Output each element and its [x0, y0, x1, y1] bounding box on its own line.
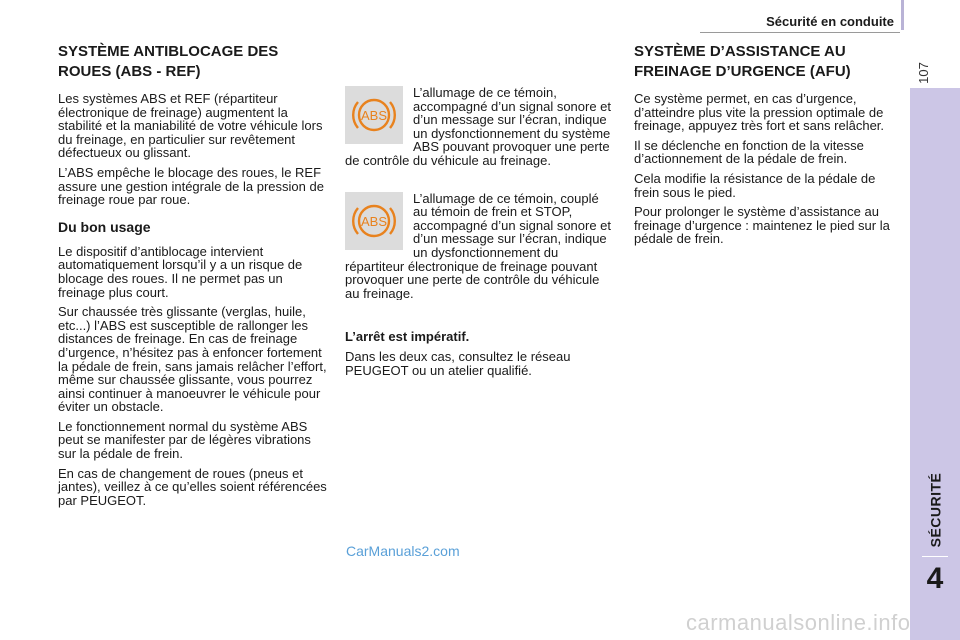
abs-warning-icon-box [345, 86, 403, 144]
chapter-separator [922, 556, 948, 557]
abs-warning-icon [349, 90, 399, 140]
good-use-heading: Du bon usage [58, 218, 151, 235]
watermark-carmanualsonline: carmanualsonline.info [686, 610, 911, 635]
abs-heading: SYSTÈME ANTIBLOCAGE DES ROUES (ABS - REF) [58, 43, 279, 80]
header-rule [700, 32, 900, 33]
chapter-label-text: SÉCURITÉ [927, 472, 944, 548]
afu-paragraph-3: Cela modifie la résistance de la pédale de frein sous le pied. [634, 170, 876, 200]
good-use-paragraph-4: En cas de changement de roues (pneus et jantes), veillez à ce qu’elles soient référencées par PEUGEOT. [58, 465, 327, 508]
watermark-link-carmanuals2[interactable]: CarManuals2.com [346, 543, 460, 559]
header-title: Sécurité en conduite [766, 14, 894, 29]
abs-icon-text: ABS [360, 213, 388, 229]
afu-paragraph-2: Il se déclenche en fonction de la vitesse d’actionnement de la pédale de frein. [634, 137, 864, 167]
top-tick-decoration [901, 0, 904, 30]
abs-paragraph-1: Les systèmes ABS et REF (répartiteur électronique de freinage) augmentent la stabilité et la maniabilité de votre véhicule lors du freinage, en particulier sur revêtement défectueux ou glissant. [58, 91, 323, 161]
abs-warning-block [345, 86, 615, 168]
good-use-paragraph-3: Le fonctionnement normal du système ABS peut se manifester par de légères vibrations sur la pédale de frein. [58, 418, 311, 462]
afu-paragraph-4: Pour prolonger le système d’assistance au freinage d’urgence : maintenez le pied sur la pédale de frein. [634, 204, 890, 247]
good-use-paragraph-2: Sur chaussée très glissante (verglas, huile, etc...) l’ABS est susceptible de rallonger les distances de freinage. En cas de freinage d’urgence, n’hésitez pas à enfoncer fortement la pédale de frein, sans jamais relâcher l’effort, même sur chaussée glissante, vous pourrez ainsi continuer à manoeuvrer le véhicule pour éviter un obstacle. [58, 304, 327, 415]
stop-required-note: L’arrêt est impératif. [345, 329, 470, 345]
ref-warning-block [345, 192, 615, 301]
ref-warning-icon-box [345, 192, 403, 250]
consult-network-text: Dans les deux cas, consultez le réseau PEUGEOT ou un atelier qualifié. [345, 348, 571, 378]
chapter-label [913, 460, 957, 560]
page-number: 107 [916, 62, 931, 84]
abs-icon-text: ABS [360, 108, 388, 123]
warning-lamps-section [345, 86, 615, 383]
abs-warning-text: L’allumage de ce témoin, accompagné d’un signal sonore et d’un message sur l’écran, indique un dysfonctionnement du système ABS pouvant provoquer une perte de contrôle du véhicule au freinage. [345, 86, 612, 168]
abs-warning-icon [349, 196, 399, 246]
chapter-number: 4 [926, 562, 944, 595]
abs-paragraph-2: L’ABS empêche le blocage des roues, le REF assure une gestion intégrale de la pression de freinage roue par roue. [58, 164, 324, 208]
afu-section [634, 42, 904, 252]
afu-heading: SYSTÈME D’ASSISTANCE AU FREINAGE D’URGENCE (AFU) [634, 43, 851, 80]
good-use-paragraph-1: Le dispositif d’antiblocage intervient automatiquement lorsqu’il y a un risque de blocage des roues. Il ne permet pas un freinage plus court. [58, 243, 303, 300]
abs-section [58, 42, 328, 513]
ref-warning-text: L’allumage de ce témoin, couplé au témoin de frein et STOP, accompagné d’un signal sonore et d’un message sur l’écran, indique un dysfonctionnement du répartiteur électronique de freinage pouvant provoquer une perte de contrôle du véhicule au freinage. [345, 191, 612, 301]
afu-paragraph-1: Ce système permet, en cas d’urgence, d’atteindre plus vite la pression optimale de freinage, appuyez très fort et sans relâcher. [634, 91, 885, 134]
